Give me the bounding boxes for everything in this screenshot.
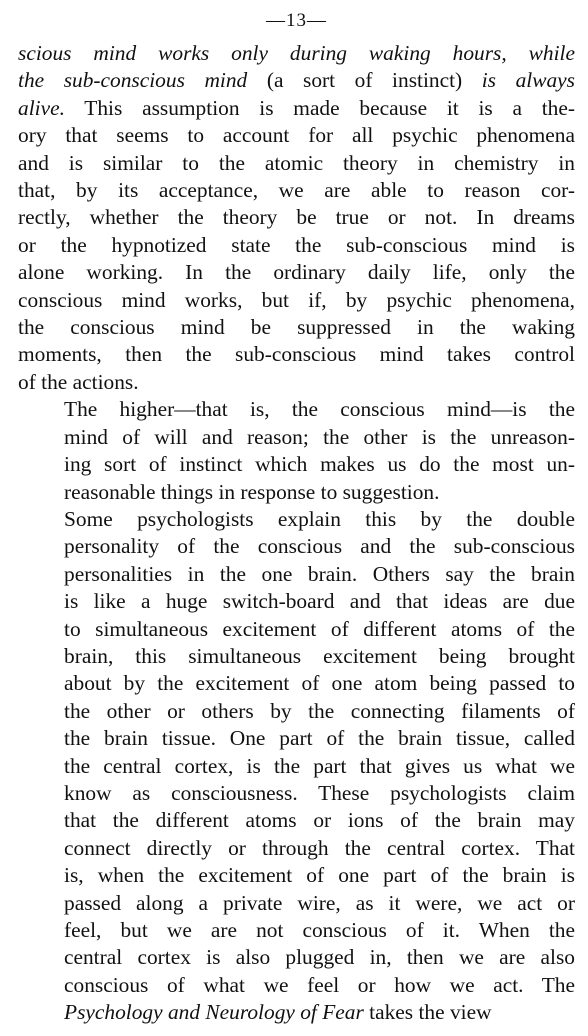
paragraph-1	[18, 40, 575, 396]
text-line	[18, 506, 575, 533]
text-run: conscious of what we feel or how we act. The	[64, 972, 575, 997]
text-run: is like a huge switch-board and that ideas are due	[64, 589, 575, 614]
italic-text: Psychology and Neurology of Fear	[64, 1000, 364, 1025]
text-run: to simultaneous excitement of different atoms of the	[64, 616, 575, 641]
text-run: that, by its acceptance, we are able to reason cor-	[18, 178, 575, 203]
paragraph-2	[18, 396, 575, 506]
text-line	[18, 287, 575, 314]
italic-text: scious mind works only during waking hours, while	[18, 41, 575, 65]
text-line	[18, 944, 575, 971]
text-run: the central cortex, is the part that gives us what we	[64, 753, 575, 778]
text-run: mind of will and reason; the other is the unreason-	[64, 424, 575, 449]
italic-text: alive.	[18, 95, 65, 120]
text-line	[18, 780, 575, 807]
text-run: central cortex is also plugged in, then we are also	[64, 945, 575, 970]
text-run: the conscious mind be suppressed in the waking	[18, 315, 575, 340]
text-line	[18, 616, 575, 643]
paragraph-3	[18, 506, 575, 1027]
text-run: This assumption is made because it is a the-	[64, 95, 575, 120]
text-run: rectly, whether the theory be true or not. In dreams	[18, 205, 575, 230]
text-line	[18, 561, 575, 588]
text-line	[18, 999, 575, 1026]
text-run: (a sort of instinct)	[247, 68, 482, 93]
text-line	[18, 890, 575, 917]
text-run: takes the view	[363, 1000, 492, 1025]
text-line	[18, 314, 575, 341]
text-run: ory that seems to account for all psychic phenomena	[18, 123, 575, 148]
text-run: reasonable things in response to suggestion.	[64, 479, 440, 504]
text-line	[18, 40, 575, 67]
text-line	[18, 451, 575, 478]
text-run: about by the excitement of one atom being passed to	[64, 671, 575, 696]
text-line	[18, 479, 575, 506]
text-line	[18, 150, 575, 177]
text-run: Some psychologists explain this by the double	[64, 506, 575, 531]
text-run: feel, but we are not conscious of it. When the	[64, 918, 575, 942]
text-run: conscious mind works, but if, by psychic phenomena,	[18, 287, 575, 312]
text-line	[18, 588, 575, 615]
text-line	[18, 67, 575, 94]
text-line	[18, 95, 575, 122]
text-run: know as consciousness. These psychologists claim	[64, 780, 575, 805]
text-line	[18, 122, 575, 149]
text-line	[18, 670, 575, 697]
text-line	[18, 341, 575, 368]
text-run: and is similar to the atomic theory in chemistry in	[18, 150, 575, 175]
text-line	[18, 259, 575, 286]
text-run: connect directly or through the central cortex. That	[64, 835, 575, 860]
italic-text: is always	[481, 68, 575, 93]
text-line	[18, 835, 575, 862]
text-run: personalities in the one brain. Others say the brain	[64, 561, 575, 586]
text-line	[18, 972, 575, 999]
text-line	[18, 232, 575, 259]
text-run: passed along a private wire, as it were, we act or	[64, 890, 575, 915]
text-line	[18, 533, 575, 560]
text-run: The higher—that is, the conscious mind—is the	[64, 397, 575, 422]
text-run: the brain tissue. One part of the brain tissue, called	[64, 726, 575, 751]
text-run: the other or others by the connecting filaments of	[64, 698, 575, 723]
text-run: of the actions.	[18, 369, 139, 394]
text-line	[18, 698, 575, 725]
text-run: moments, then the sub-conscious mind takes control	[18, 342, 575, 367]
text-run: is, when the excitement of one part of the brain is	[64, 863, 575, 888]
text-line	[18, 753, 575, 780]
text-line	[18, 643, 575, 670]
text-run: ing sort of instinct which makes us do the most un-	[64, 452, 575, 477]
text-run: or the hypnotized state the sub-conscious mind is	[18, 232, 575, 257]
text-line	[18, 204, 575, 231]
text-line	[18, 396, 575, 423]
text-line	[18, 917, 575, 944]
italic-text: the sub-conscious mind	[18, 68, 248, 93]
text-line	[18, 369, 575, 396]
text-line	[18, 862, 575, 889]
text-run: brain, this simultaneous excitement being brought	[64, 643, 575, 668]
text-line	[18, 177, 575, 204]
text-run: personality of the conscious and the sub-conscious	[64, 534, 575, 559]
body-text	[18, 40, 575, 1027]
document-page	[18, 8, 575, 1027]
text-line	[18, 807, 575, 834]
text-run: alone working. In the ordinary daily life, only the	[18, 260, 575, 285]
text-line	[18, 725, 575, 752]
text-run: that the different atoms or ions of the brain may	[64, 808, 575, 833]
page-number: —13—	[266, 10, 327, 31]
text-line	[18, 424, 575, 451]
